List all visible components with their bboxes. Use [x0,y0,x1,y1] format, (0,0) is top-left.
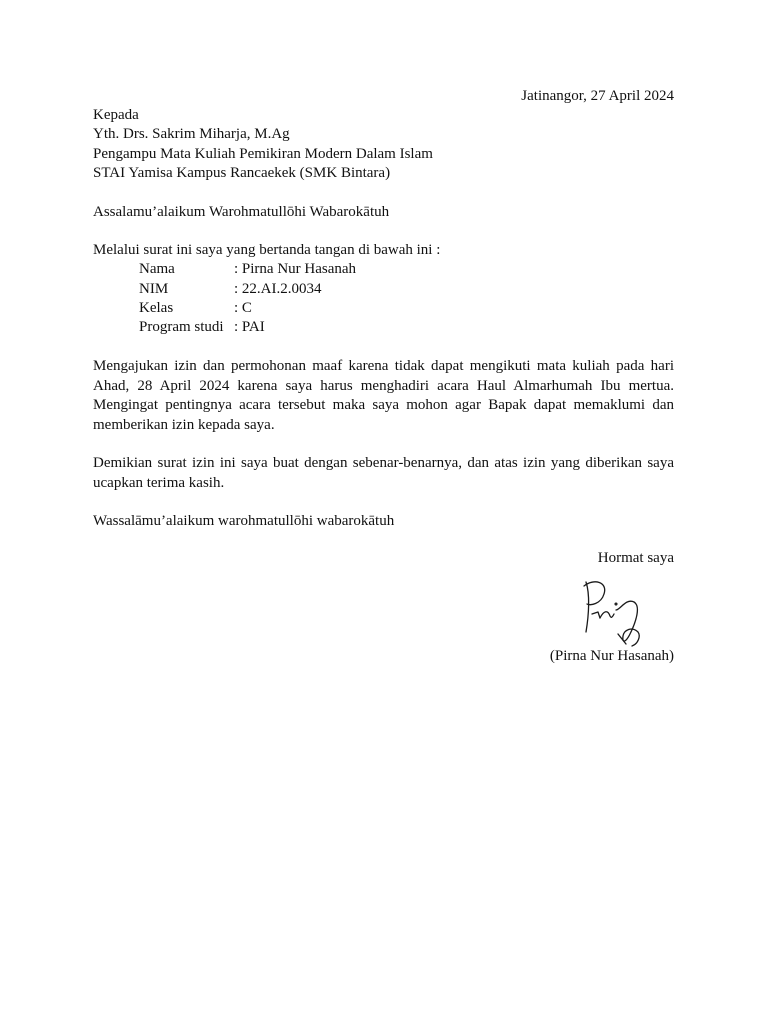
identity-row-program-studi [139,318,265,337]
identity-row-nim [139,280,322,299]
body-paragraph-request: Mengajukan izin dan permohonan maaf karena tidak dapat mengikuti mata kuliah pada hari Ahad, 28 April 2024 karena saya harus menghadiri acara Haul Almarhumah Ibu mertua. Mengingat pentingnya acara tersebut maka saya mohon agar Bapak dapat memaklumi dan memberikan izin kepada saya. [93,358,674,433]
identity-label: Kelas [139,300,174,316]
identity-row-kelas [139,299,252,318]
handwritten-signature [578,574,648,652]
sign-off: Hormat saya [597,550,674,566]
recipient-name: Yth. Drs. Sakrim Miharja, M.Ag [93,126,290,142]
greeting: Assalamu’alaikum Warohmatullōhi Wabarokātuh [93,204,390,220]
place-date: Jatinangor, 27 April 2024 [521,88,674,104]
recipient-to: Kepada [93,107,139,123]
recipient-position: Pengampu Mata Kuliah Pemikiran Modern Dalam Islam [93,146,433,162]
recipient-institution: STAI Yamisa Kampus Rancaekek (SMK Bintara) [93,165,391,181]
intro-text: Melalui surat ini saya yang bertanda tangan di bawah ini : [93,242,441,258]
body-paragraph-thanks: Demikian surat izin ini saya buat dengan sebenar-benarnya, dan atas izin yang diberikan saya ucapkan terima kasih. [93,455,674,491]
identity-label: NIM [139,281,169,297]
closing-salutation: Wassalāmu’alaikum warohmatullōhi wabarokātuh [93,513,395,529]
identity-row-nama [139,260,356,279]
identity-value: : Pirna Nur Hasanah [234,261,357,277]
identity-value: : C [234,300,252,316]
signatory-name: (Pirna Nur Hasanah) [549,648,674,664]
identity-label: Nama [139,261,175,277]
identity-value: : PAI [234,319,265,335]
identity-label: Program studi [139,319,224,335]
identity-value: : 22.AI.2.0034 [234,281,322,297]
